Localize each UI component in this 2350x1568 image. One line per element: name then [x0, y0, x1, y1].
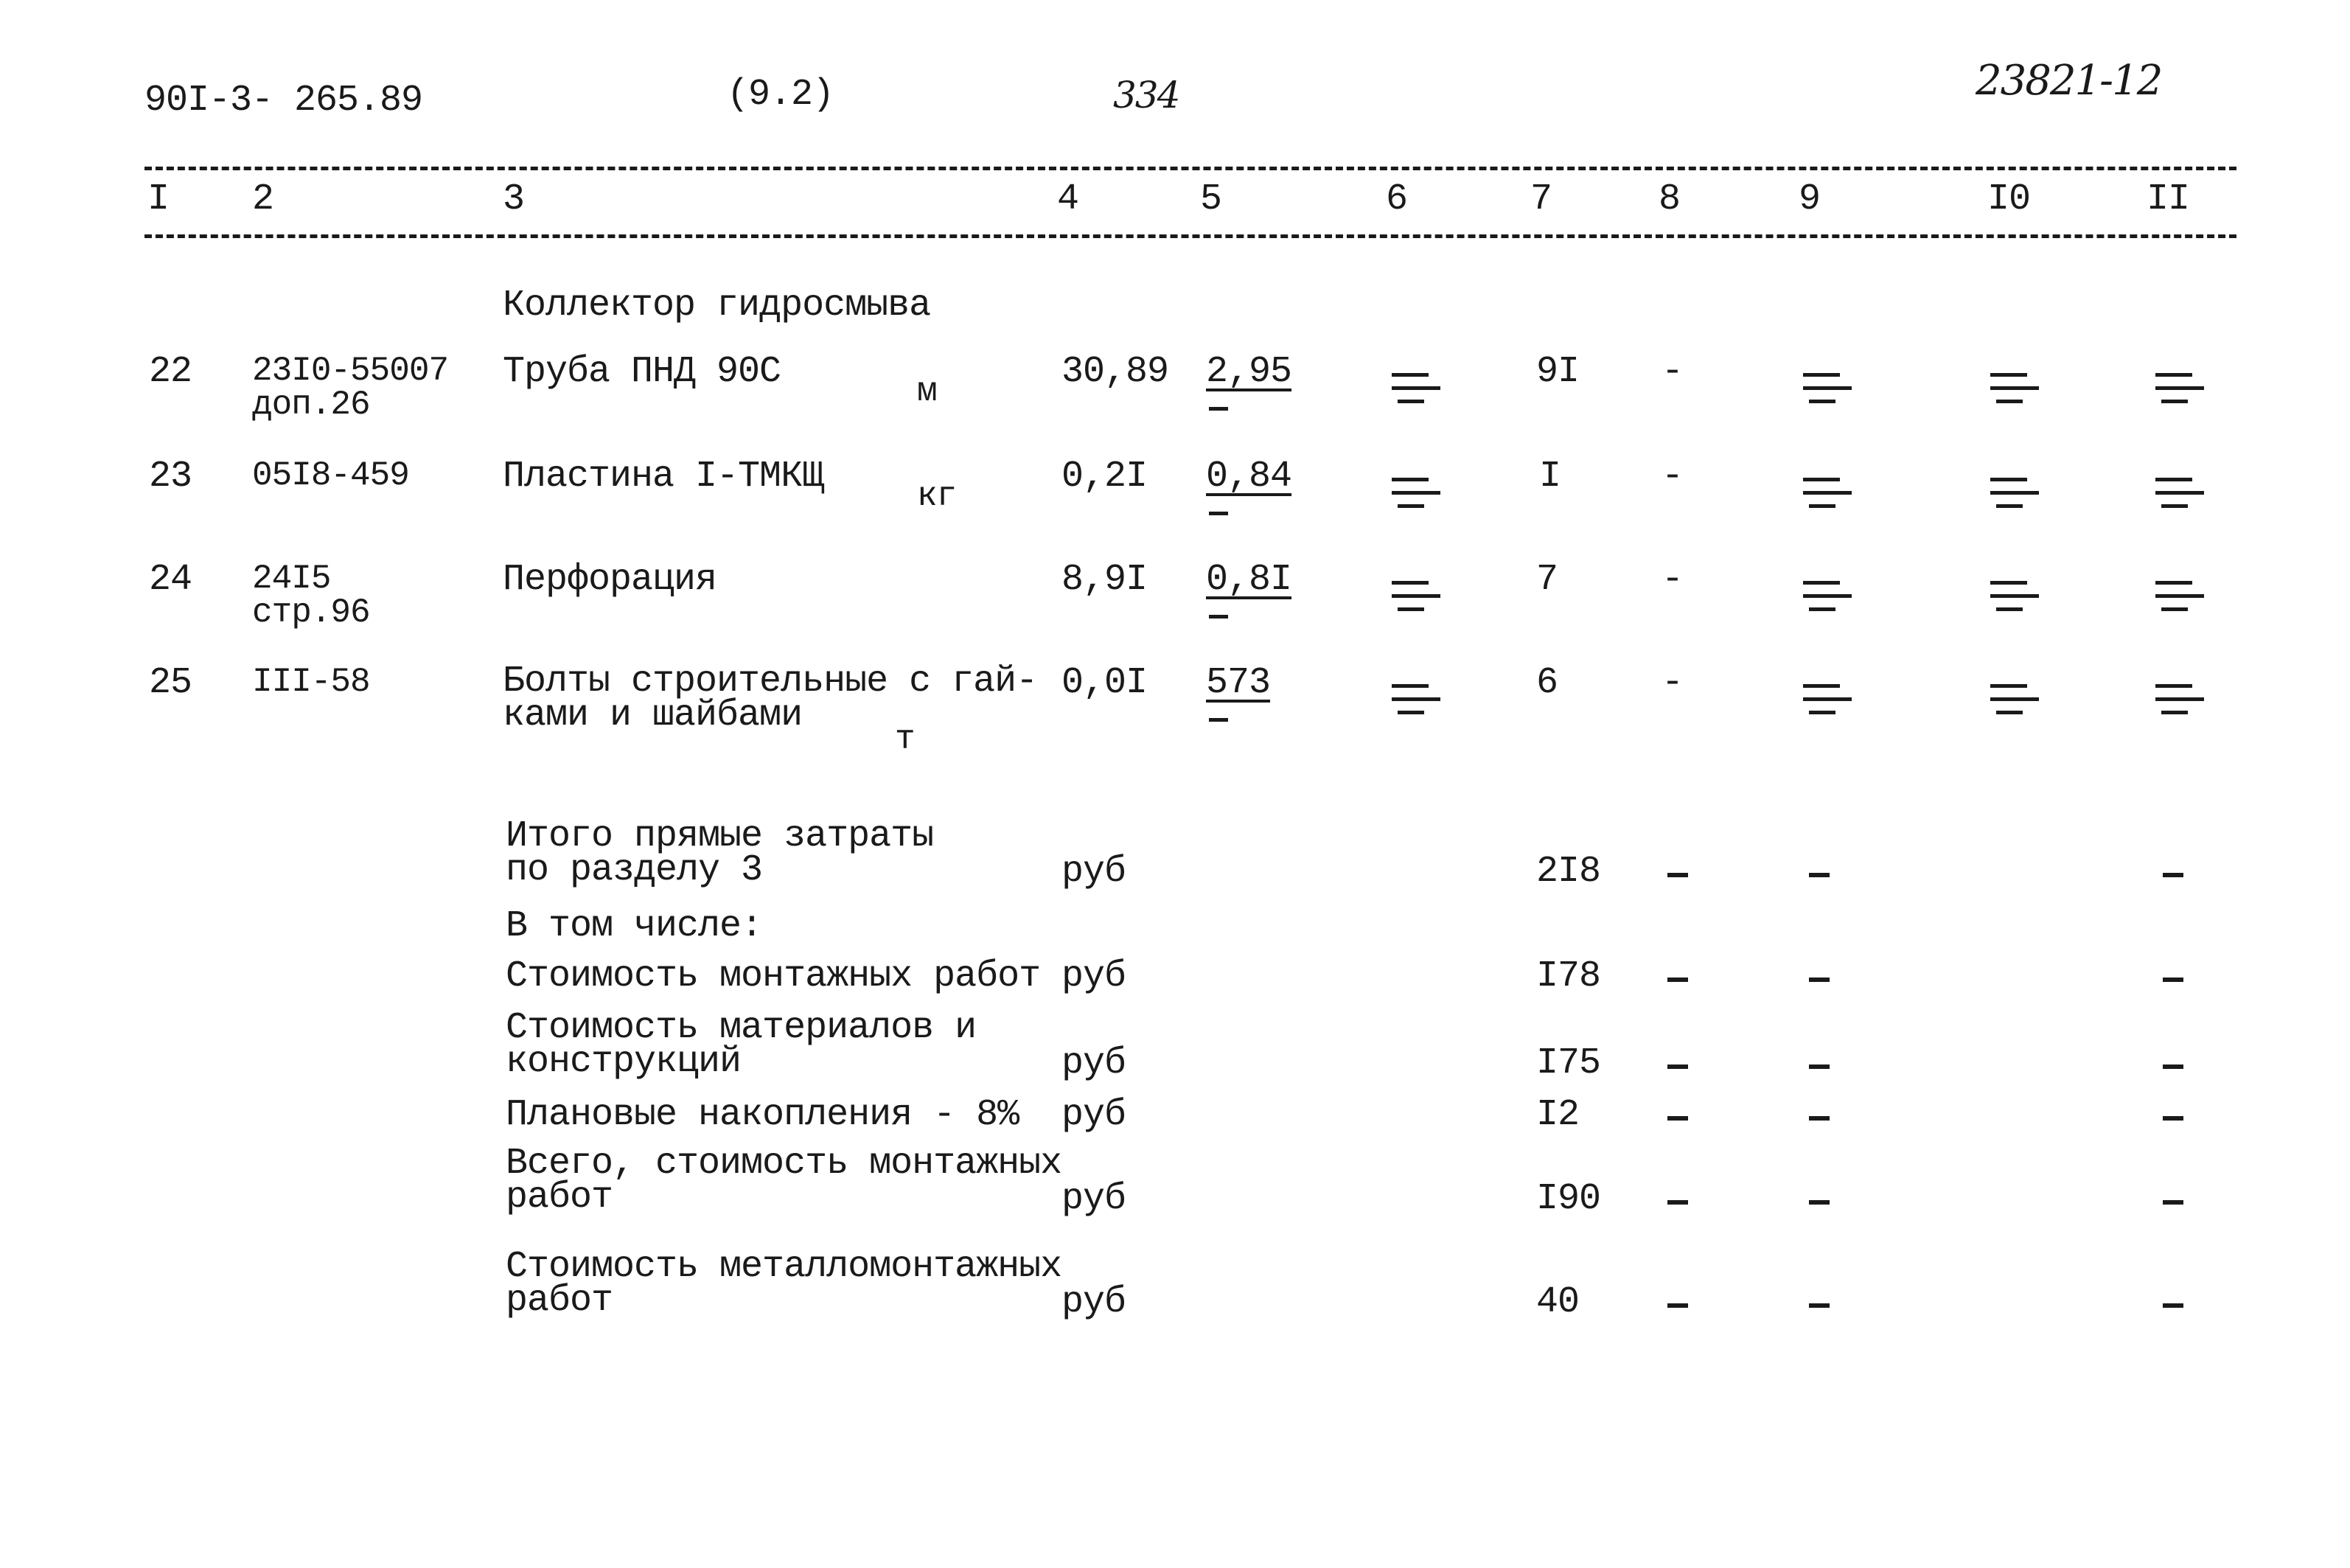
row-24-col11-ditto-mark [2155, 576, 2204, 615]
row-22-name: Труба ПНД 90С [503, 351, 781, 393]
column-header-8: 8 [1659, 178, 1681, 220]
materials-cost-col11-dash [2163, 1065, 2183, 1069]
row-24-col8-value: - [1662, 559, 1684, 601]
total-direct-costs-col7: 2I8 [1536, 851, 1601, 893]
album-number: 23821-12 [1976, 57, 2162, 105]
planned-savings-col9-dash [1809, 1116, 1830, 1121]
document-code: 90I-3- 265.89 [144, 80, 423, 122]
row-23-unit-price: 0,84 [1206, 456, 1292, 498]
row-22-number: 22 [149, 351, 192, 393]
column-header-9: 9 [1799, 178, 1821, 220]
row-22-code: 23I0-55007 доп.26 [252, 352, 449, 424]
total-installation-unit: руб [1061, 1178, 1126, 1220]
total-direct-costs-col8-dash [1667, 873, 1688, 877]
row-22-col9-ditto-mark [1803, 369, 1852, 407]
row-24-col7-value: 7 [1536, 559, 1558, 601]
row-23-unit: кг [917, 477, 957, 515]
row-23-quantity: 0,2I [1061, 456, 1148, 498]
row-22-unit: м [917, 372, 937, 411]
planned-savings-col7: I2 [1536, 1094, 1580, 1136]
materials-cost-unit: руб [1061, 1042, 1126, 1084]
total-installation-col9-dash [1809, 1200, 1830, 1205]
row-22-unit-price: 2,95 [1206, 351, 1292, 393]
row-23-col9-ditto-mark [1803, 473, 1852, 512]
metalwork-cost-col8-dash [1667, 1303, 1688, 1308]
total-installation-col7: I90 [1536, 1178, 1601, 1220]
metalwork-cost-label: Стоимость металломонтажных работ [506, 1246, 1062, 1322]
total-installation-label: Всего, стоимость монтажных работ [506, 1143, 1062, 1219]
planned-savings-label: Плановые накопления - 8% [506, 1094, 1019, 1136]
row-22-col10-ditto-mark [1990, 369, 2039, 407]
materials-cost-label: Стоимость материалов и конструкций [506, 1007, 977, 1083]
row-22-col7-value: 9I [1536, 351, 1580, 393]
total-installation-col8-dash [1667, 1200, 1688, 1205]
page-number: 334 [1113, 74, 1179, 116]
metalwork-cost-col7: 40 [1536, 1281, 1580, 1323]
total-direct-costs-col11-dash [2163, 873, 2183, 877]
column-header-4: 4 [1057, 178, 1079, 220]
row-22-col6-ditto-mark [1392, 369, 1440, 407]
row-22-col11-ditto-mark [2155, 369, 2204, 407]
row-25-col8-value: - [1662, 662, 1684, 704]
total-direct-costs-label: Итого прямые затраты по разделу 3 [506, 815, 934, 891]
installation-cost-col9-dash [1809, 978, 1830, 982]
column-header-5: 5 [1200, 178, 1222, 220]
materials-cost-col9-dash [1809, 1065, 1830, 1069]
installation-cost-col8-dash [1667, 978, 1688, 982]
materials-cost-col8-dash [1667, 1065, 1688, 1069]
row-25-price-subscript-mark [1209, 718, 1228, 722]
row-24-unit-price: 0,8I [1206, 559, 1292, 601]
column-header-1: I [147, 178, 170, 220]
row-23-code: 05I8-459 [252, 456, 409, 495]
planned-savings-col11-dash [2163, 1116, 2183, 1121]
section-number: (9.2) [727, 74, 834, 116]
row-24-name: Перфорация [503, 559, 717, 601]
row-23-col7-value: I [1539, 456, 1561, 498]
installation-cost-unit: руб [1061, 955, 1126, 997]
row-23-col8-value: - [1662, 456, 1684, 498]
total-direct-costs-unit: руб [1061, 851, 1126, 893]
row-24-code: 24I5 стр.96 [252, 560, 370, 632]
row-22-price-subscript-mark [1209, 407, 1228, 411]
row-24-col9-ditto-mark [1803, 576, 1852, 615]
column-header-11: II [2147, 178, 2190, 220]
column-header-6: 6 [1386, 178, 1408, 220]
row-23-col6-ditto-mark [1392, 473, 1440, 512]
row-24-price-subscript-mark [1209, 615, 1228, 619]
column-header-2: 2 [252, 178, 274, 220]
total-installation-col11-dash [2163, 1200, 2183, 1205]
metalwork-cost-col9-dash [1809, 1303, 1830, 1308]
installation-cost-col11-dash [2163, 978, 2183, 982]
row-25-number: 25 [149, 662, 192, 704]
planned-savings-unit: руб [1061, 1094, 1126, 1136]
installation-cost-col7: I78 [1536, 955, 1601, 997]
metalwork-cost-col11-dash [2163, 1303, 2183, 1308]
row-23-price-subscript-mark [1209, 512, 1228, 515]
header-rule-top [144, 167, 2236, 170]
planned-savings-col8-dash [1667, 1116, 1688, 1121]
header-rule-bottom [144, 234, 2236, 238]
row-25-unit: т [895, 720, 915, 759]
metalwork-cost-unit: руб [1061, 1281, 1126, 1323]
row-22-col8-value: - [1662, 351, 1684, 393]
including-label: В том числе: [506, 905, 763, 947]
row-25-col6-ditto-mark [1392, 680, 1440, 718]
installation-cost-label: Стоимость монтажных работ [506, 955, 1041, 997]
column-header-10: I0 [1987, 178, 2031, 220]
row-22-quantity: 30,89 [1061, 351, 1169, 393]
row-23-number: 23 [149, 456, 192, 498]
row-23-name: Пластина I-ТМКЩ [503, 456, 824, 498]
row-23-col11-ditto-mark [2155, 473, 2204, 512]
materials-cost-col7: I75 [1536, 1042, 1601, 1084]
row-24-col10-ditto-mark [1990, 576, 2039, 615]
row-25-col7-value: 6 [1536, 662, 1558, 704]
row-25-quantity: 0,0I [1061, 662, 1148, 704]
row-25-unit-price: 573 [1206, 662, 1271, 704]
row-25-name: Болты строительные с гай- ками и шайбами [503, 661, 1038, 736]
row-24-col6-ditto-mark [1392, 576, 1440, 615]
row-25-col11-ditto-mark [2155, 680, 2204, 718]
column-header-3: 3 [503, 178, 525, 220]
row-23-col10-ditto-mark [1990, 473, 2039, 512]
total-direct-costs-col9-dash [1809, 873, 1830, 877]
row-25-code: III-58 [252, 663, 370, 701]
column-header-7: 7 [1530, 178, 1552, 220]
row-24-number: 24 [149, 559, 192, 601]
row-24-quantity: 8,9I [1061, 559, 1148, 601]
section-title: Коллектор гидросмыва [503, 285, 931, 327]
row-25-col9-ditto-mark [1803, 680, 1852, 718]
row-25-col10-ditto-mark [1990, 680, 2039, 718]
